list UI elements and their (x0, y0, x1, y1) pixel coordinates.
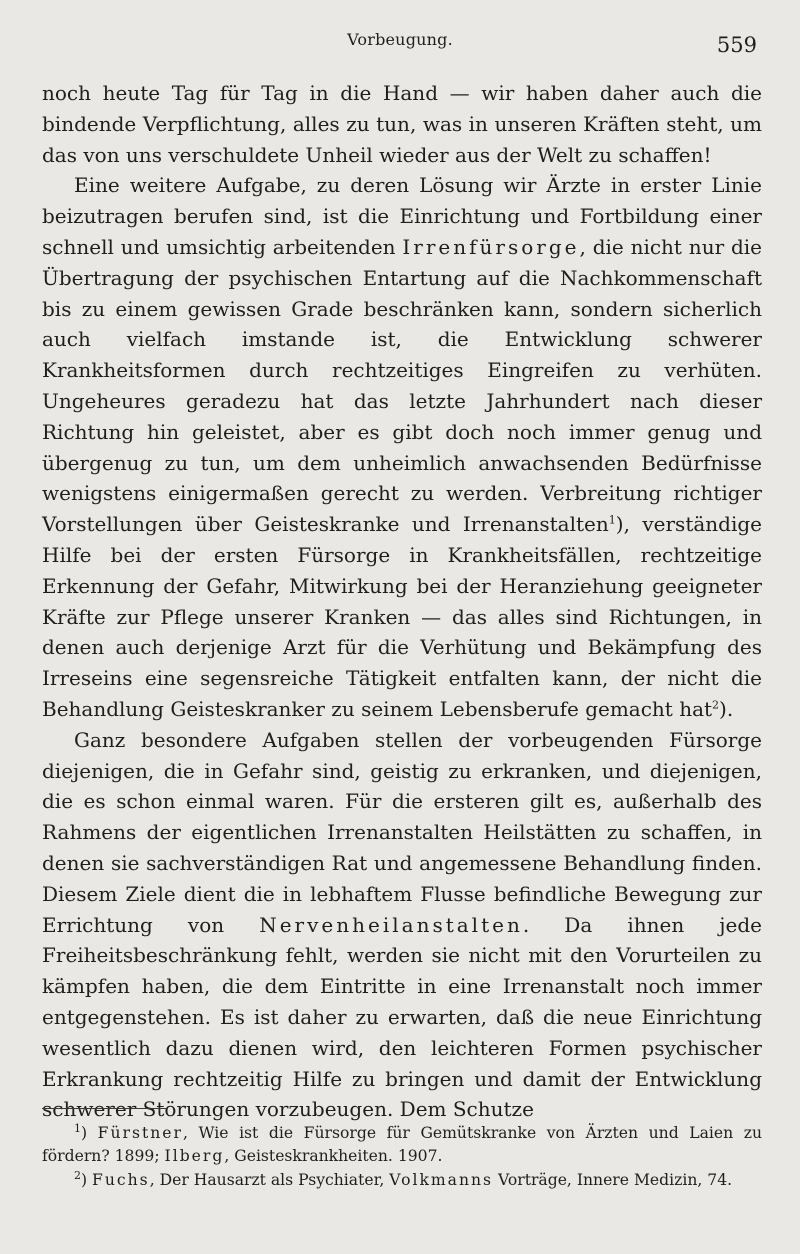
footnote-divider (42, 1108, 167, 1109)
footnote-2: $^2$) Fuchs, Der Hausarzt als Psychiater, Volkmanns Vorträge, Innere Medizin, 74. (74, 1168, 733, 1189)
author-volkmanns: Volkmanns (389, 1170, 494, 1189)
footnote-1: $^1$) Fürstner, Wie ist die Fürsorge für Gemütskranke von Ärzten und Laien zu fördern? 1899; Ilberg, Geisteskrankheiten. 1907. (42, 1121, 762, 1166)
emphasis-nervenheilanstalten: Nervenheilanstalten (259, 912, 523, 937)
paragraph-2 (42, 170, 762, 724)
paragraph-1: noch heute Tag für Tag in die Hand — wir haben daher auch die bindende Verpflichtung, alles zu tun, was in unseren Kräften steht, um das von uns verschuldete Unheil wieder aus der Welt zu schaffen! (42, 81, 762, 167)
page-number: 559 (716, 33, 757, 57)
author-fuchs: Fuchs (92, 1170, 150, 1189)
paragraph-2-part-b: , die nicht nur die Übertragung der psychischen Entartung auf die Nachkommenschaft bis zu einem gewissen Grade beschränken kann, sondern sicherlich auch vielfach imstande ist, die Entwicklung schwerer Krankheitsformen durch rechtzeitiges Eingreifen zu verhüten. Ungeheures geradezu hat das letzte Jahrhundert nach dieser Richtung hin geleistet, aber es gibt doch noch immer genug und übergenug zu tun, um dem unheimlich anwachsenden Bedürfnisse wenigstens einigermaßen gerecht zu werden. Verbreitung richtiger Vorstellungen über Geisteskranke und Irrenanstalten (42, 234, 763, 537)
author-fuerstner: Fürstner (97, 1124, 183, 1142)
footnote-2-text-a: , Der Hausarzt als Psychiater, (149, 1170, 390, 1189)
main-text (42, 78, 762, 1125)
footnotes (42, 1122, 762, 1192)
emphasis-irrenfuersorge: Irrenfürsorge (402, 234, 580, 259)
footnote-1-text-a: , Wie ist die Fürsorge für Gemütskranke von Ärzten und Laien zu fördern? 1899; (42, 1124, 762, 1166)
paragraph-3-part-b: . Da ihnen jede Freiheitsbeschränkung fehlt, werden sie nicht mit den Vorurteilen zu kämpfen haben, die dem Eintritte in eine Irrenanstalt noch immer entgegenstehen. Es ist daher zu erwarten, daß die neue Einrichtung wesentlich dazu dienen wird, den leichteren Formen psychischer Erkrankung rechtzeitig Hilfe zu bringen und damit der Entwicklung schwerer Störungen vorzubeugen. Dem Schutze (42, 912, 762, 1122)
paragraph-2-part-a: Eine weitere Aufgabe, zu deren Lösung wir Ärzte in erster Linie beizutragen berufen sind, ist die Einrichtung und Fortbildung einer schnell und umsichtig arbeitenden (42, 173, 762, 259)
paragraph-3 (42, 725, 762, 1125)
running-head: Vorbeugung. (347, 30, 453, 49)
author-ilberg: Ilberg (164, 1147, 225, 1166)
footnote-1-text-b: , Geisteskrankheiten. 1907. (224, 1147, 443, 1166)
footnote-2-text-b: Vorträge, Innere Medizin, 74. (493, 1170, 733, 1189)
footnote-ref-2[interactable]: 2 (712, 698, 720, 712)
footnote-ref-1[interactable]: 1 (608, 513, 616, 527)
footnote-2-mark: 2 (74, 1168, 81, 1182)
paragraph-2-part-d: ). (719, 696, 734, 721)
footnote-1-mark: 1 (74, 1121, 81, 1135)
paragraph-2-part-c: ), verständige Hilfe bei der ersten Fürsorge in Krankheitsfällen, rechtzeitige Erkennung der Gefahr, Mitwirkung bei der Heranziehung geeigneter Kräfte zur Pflege unserer Kranken — das alles sind Richtungen, in denen auch derjenige Arzt für die Verhütung und Bekämpfung des Irreseins eine segensreiche Tätigkeit entfalten kann, der nicht die Behandlung Geisteskranker zu seinem Lebensberufe gemacht hat (42, 512, 762, 721)
paragraph-3-part-a: Ganz besondere Aufgaben stellen der vorbeugenden Fürsorge diejenigen, die in Gefahr sind, geistig zu erkranken, und diejenigen, die es schon einmal waren. Für die ersteren gilt es, außerhalb des Rahmens der eigentlichen Irrenanstalten Heilstätten zu schaffen, in denen sie sachverständigen Rat und angemessene Behandlung finden. Diesem Ziele dient die in lebhaftem Flusse befindliche Bewegung zur Errichtung von (42, 727, 762, 937)
